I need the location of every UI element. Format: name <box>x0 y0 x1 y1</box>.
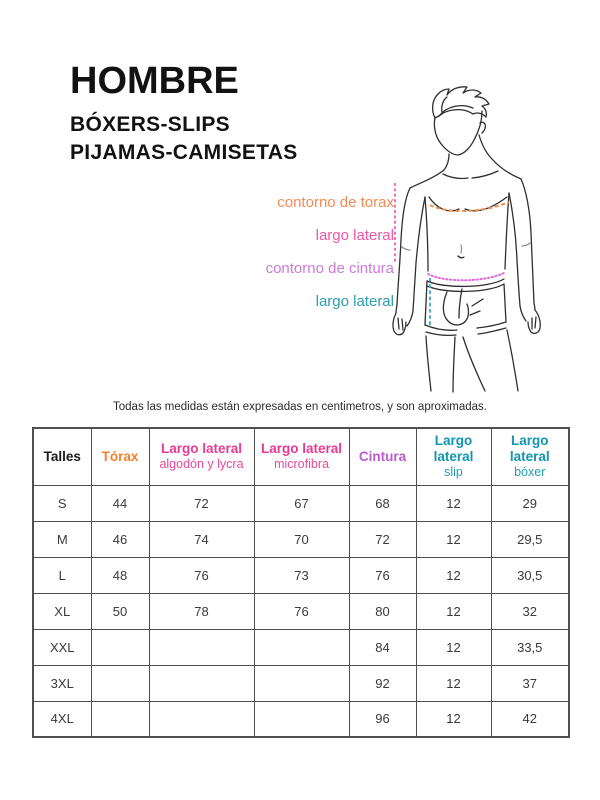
value-cell: 12 <box>416 629 491 665</box>
value-cell <box>149 629 254 665</box>
label-largo-lateral-pink: largo lateral <box>315 227 394 244</box>
table-row-4XL <box>33 701 569 737</box>
value-cell: 29,5 <box>491 521 569 557</box>
column-subtitle: slip <box>444 465 463 480</box>
label-contorno-de-cintura: contorno de cintura <box>265 260 394 277</box>
table-row-S <box>33 485 569 521</box>
male-figure-illustration <box>385 85 575 395</box>
page-subtitle-line2: PIJAMAS-CAMISETAS <box>70 141 298 164</box>
value-cell: 72 <box>149 485 254 521</box>
value-cell: 76 <box>254 593 349 629</box>
column-title: Largo lateral <box>160 441 243 457</box>
value-cell: 72 <box>349 521 416 557</box>
column-title: Tórax <box>101 448 139 464</box>
value-cell: 12 <box>416 521 491 557</box>
size-cell: XXL <box>33 629 91 665</box>
value-cell: 46 <box>91 521 149 557</box>
size-cell: XL <box>33 593 91 629</box>
table-row-L <box>33 557 569 593</box>
value-cell: 96 <box>349 701 416 737</box>
value-cell <box>254 629 349 665</box>
value-cell: 68 <box>349 485 416 521</box>
value-cell: 67 <box>254 485 349 521</box>
column-subtitle: algodón y lycra <box>159 457 244 472</box>
label-largo-lateral-teal: largo lateral <box>315 293 394 310</box>
value-cell: 32 <box>491 593 569 629</box>
column-header-cintura <box>349 428 416 485</box>
table-row-M <box>33 521 569 557</box>
page-subtitle-line1: BÓXERS-SLIPS <box>70 113 230 136</box>
value-cell: 84 <box>349 629 416 665</box>
value-cell: 42 <box>491 701 569 737</box>
table-row-3XL <box>33 665 569 701</box>
size-cell: M <box>33 521 91 557</box>
value-cell: 76 <box>149 557 254 593</box>
value-cell <box>91 701 149 737</box>
waist-measure-line <box>428 273 504 280</box>
value-cell: 33,5 <box>491 629 569 665</box>
value-cell: 50 <box>91 593 149 629</box>
table-body <box>33 485 569 737</box>
value-cell: 29 <box>491 485 569 521</box>
value-cell: 78 <box>149 593 254 629</box>
value-cell <box>91 629 149 665</box>
value-cell: 12 <box>416 557 491 593</box>
column-title: Largo lateral <box>433 433 474 465</box>
column-subtitle: bóxer <box>514 465 546 480</box>
measurement-labels <box>266 195 394 310</box>
page-subtitle <box>70 111 298 167</box>
column-header-largo-lateral-microfibra <box>254 428 349 485</box>
value-cell: 92 <box>349 665 416 701</box>
value-cell: 12 <box>416 665 491 701</box>
label-contorno-de-torax: contorno de torax <box>277 194 394 211</box>
column-header-largo-lateral-algodon-y-lycra <box>149 428 254 485</box>
face <box>434 111 482 155</box>
column-title: Largo lateral <box>260 441 343 457</box>
value-cell <box>149 701 254 737</box>
table-row-XL <box>33 593 569 629</box>
value-cell: 48 <box>91 557 149 593</box>
measurements-note: Todas las medidas están expresadas en centimetros, y son aproximadas. <box>113 401 487 413</box>
value-cell <box>254 665 349 701</box>
value-cell: 44 <box>91 485 149 521</box>
value-cell: 12 <box>416 593 491 629</box>
value-cell: 76 <box>349 557 416 593</box>
size-table <box>32 427 570 738</box>
column-title: Cintura <box>358 448 407 464</box>
column-header-talles <box>33 428 91 485</box>
value-cell: 12 <box>416 485 491 521</box>
column-header-largo-lateral-boxer <box>491 428 569 485</box>
column-header-torax <box>91 428 149 485</box>
value-cell: 70 <box>254 521 349 557</box>
table-header-row <box>33 428 569 485</box>
value-cell: 37 <box>491 665 569 701</box>
size-cell: 4XL <box>33 701 91 737</box>
value-cell <box>91 665 149 701</box>
table-row-XXL <box>33 629 569 665</box>
value-cell: 80 <box>349 593 416 629</box>
column-title: Talles <box>43 448 81 464</box>
size-cell: 3XL <box>33 665 91 701</box>
value-cell: 12 <box>416 701 491 737</box>
column-title: Largo lateral <box>509 433 550 465</box>
value-cell: 73 <box>254 557 349 593</box>
column-header-largo-lateral-slip <box>416 428 491 485</box>
column-subtitle: microfibra <box>274 457 329 472</box>
value-cell: 30,5 <box>491 557 569 593</box>
value-cell <box>149 665 254 701</box>
size-cell: S <box>33 485 91 521</box>
value-cell: 74 <box>149 521 254 557</box>
value-cell <box>254 701 349 737</box>
page-title: HOMBRE <box>70 60 239 102</box>
size-cell: L <box>33 557 91 593</box>
